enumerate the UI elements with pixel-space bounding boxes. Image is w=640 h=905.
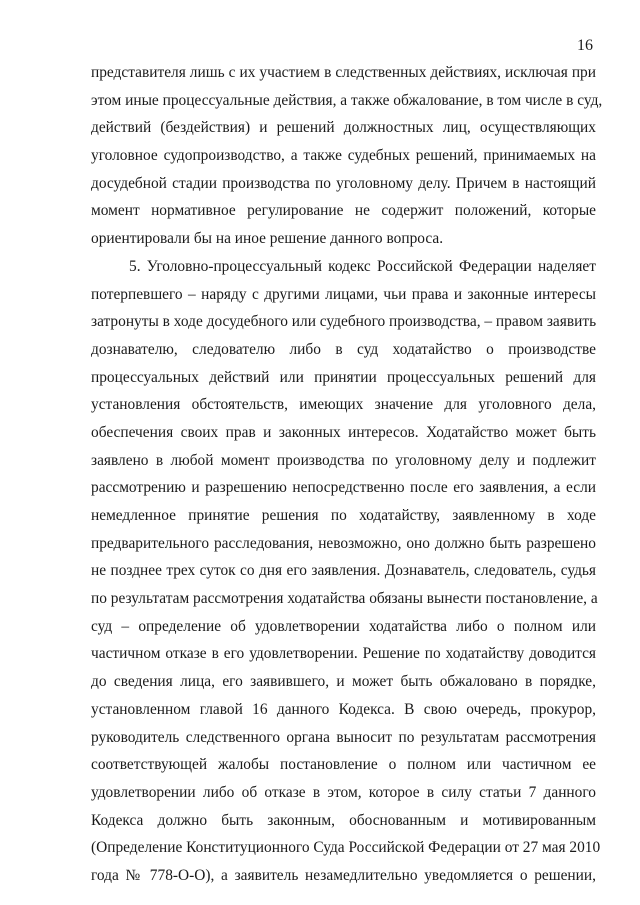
text-line: удовлетворении либо об отказе в этом, которое в силу статьи 7 данного — [91, 783, 596, 801]
text-line: уголовное судопроизводство, а также судебных решений, принимаемых на — [91, 147, 596, 165]
text-line: затронуты в ходе досудебного или судебного производства, – правом заявить — [91, 313, 597, 331]
text-line: ориентировали бы на иное решение данного вопроса. — [91, 230, 444, 248]
text-line: предварительного расследования, невозможно, оно должно быть разрешено — [91, 534, 596, 552]
text-line: представителя лишь с их участием в следственных действиях, исключая при — [91, 64, 596, 81]
body-text — [91, 59, 603, 890]
text-line: обеспечения своих прав и законных интересов. Ходатайство может быть — [91, 423, 596, 441]
text-line: не позднее трех суток со дня его заявления. Дознаватель, следователь, судья — [91, 562, 596, 580]
text-line: момент нормативное регулирование не содержит положений, которые — [91, 202, 596, 220]
text-line: Кодекса должно быть законным, обоснованным и мотивированным — [91, 811, 596, 829]
text-line: заявлено в любой момент производства по уголовному делу и подлежит — [91, 451, 596, 469]
text-line: этом иные процессуальные действия, а также обжалование, в том числе в суд, — [91, 91, 603, 109]
text-line: частичном отказе в его удовлетворении. Решение по ходатайству доводится — [91, 645, 596, 663]
text-line: действий (бездействия) и решений должностных лиц, осуществляющих — [91, 119, 596, 137]
page-number: 16 — [577, 37, 593, 54]
text-line: дознавателю, следователю либо в суд ходатайство о производстве — [91, 340, 596, 358]
paragraph — [91, 59, 603, 253]
text-line: года № 778-О-О), а заявитель незамедлительно уведомляется о решении, — [91, 866, 596, 884]
text-line: досудебной стадии производства по уголовному делу. Причем в настоящий — [91, 174, 596, 192]
text-line: процессуальных действий или принятии процессуальных решений для — [91, 368, 596, 386]
text-line: по результатам рассмотрения ходатайства обязаны вынести постановление, а — [91, 590, 598, 608]
text-line: руководитель следственного органа выносит по результатам рассмотрения — [91, 728, 596, 746]
text-line: установленном главой 16 данного Кодекса. В свою очередь, прокурор, — [91, 700, 596, 718]
text-line: потерпевшего – наряду с другими лицами, чьи права и законные интересы — [91, 285, 596, 303]
text-line: до сведения лица, его заявившего, и может быть обжаловано в порядке, — [91, 673, 596, 691]
text-line: немедленное принятие решения по ходатайству, заявленному в ходе — [91, 507, 596, 524]
text-line: соответствующей жалобы постановление о полном или частичном ее — [91, 756, 596, 774]
paragraph — [91, 253, 601, 890]
text-line: (Определение Конституционного Суда Российской Федерации от 27 мая 2010 — [91, 839, 601, 857]
text-line: суд – определение об удовлетворении ходатайства либо о полном или — [91, 617, 596, 635]
text-line: рассмотрению и разрешению непосредственно после его заявления, а если — [91, 479, 596, 497]
text-line: установления обстоятельств, имеющих значение для уголовного дела, — [91, 396, 596, 414]
text-line: 5. Уголовно-процессуальный кодекс Российской Федерации наделяет — [129, 257, 596, 275]
